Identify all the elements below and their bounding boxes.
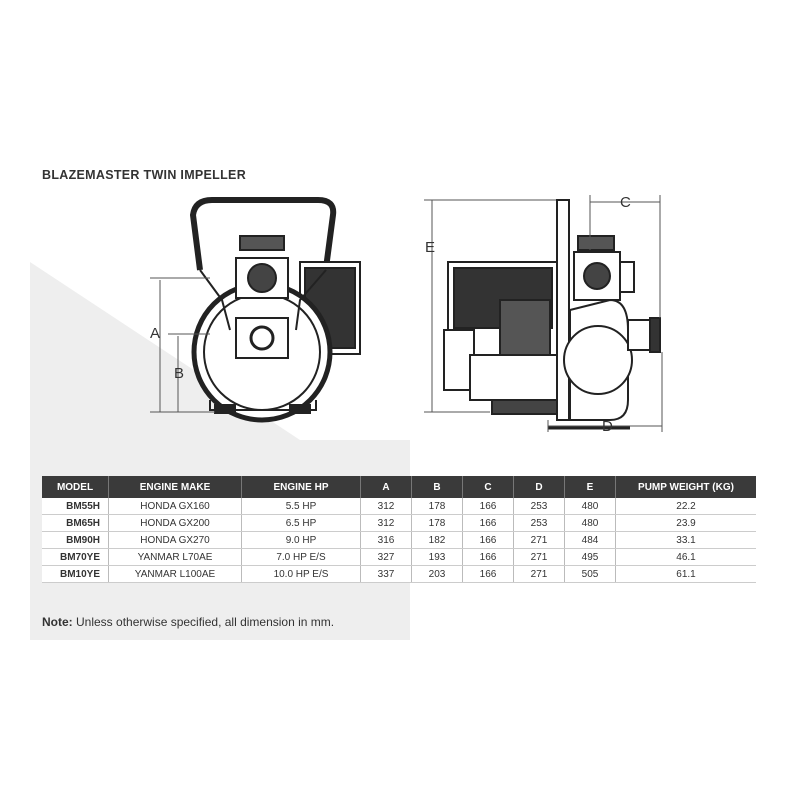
cell-c: 166 — [463, 549, 514, 566]
col-c: C — [463, 476, 514, 498]
cell-weight: 61.1 — [616, 566, 757, 583]
cell-c: 166 — [463, 532, 514, 549]
cell-c: 166 — [463, 515, 514, 532]
cell-d: 271 — [514, 549, 565, 566]
table-row — [42, 515, 756, 532]
cell-model: BM70YE — [42, 549, 109, 566]
note-label: Note: — [42, 615, 73, 629]
table-row — [42, 532, 756, 549]
side-view-drawing — [444, 200, 660, 428]
cell-a: 312 — [361, 515, 412, 532]
cell-c: 166 — [463, 566, 514, 583]
cell-engine-make: HONDA GX160 — [109, 498, 242, 515]
cell-engine-hp: 6.5 HP — [242, 515, 361, 532]
col-d: D — [514, 476, 565, 498]
cell-e: 480 — [565, 515, 616, 532]
cell-weight: 22.2 — [616, 498, 757, 515]
cell-engine-hp: 5.5 HP — [242, 498, 361, 515]
footnote — [42, 615, 334, 629]
cell-weight: 46.1 — [616, 549, 757, 566]
cell-engine-make: YANMAR L100AE — [109, 566, 242, 583]
cell-a: 312 — [361, 498, 412, 515]
cell-engine-make: YANMAR L70AE — [109, 549, 242, 566]
col-engine-make: ENGINE MAKE — [109, 476, 242, 498]
col-pump-weight: PUMP WEIGHT (KG) — [616, 476, 757, 498]
cell-a: 337 — [361, 566, 412, 583]
cell-engine-hp: 10.0 HP E/S — [242, 566, 361, 583]
cell-b: 182 — [412, 532, 463, 549]
cell-b: 178 — [412, 498, 463, 515]
cell-engine-hp: 9.0 HP — [242, 532, 361, 549]
col-b: B — [412, 476, 463, 498]
cell-d: 253 — [514, 498, 565, 515]
cell-d: 253 — [514, 515, 565, 532]
table-row — [42, 549, 756, 566]
col-a: A — [361, 476, 412, 498]
note-text: Unless otherwise specified, all dimension in mm. — [72, 615, 335, 629]
table-header-row — [42, 476, 756, 498]
spec-table — [42, 476, 756, 583]
cell-b: 178 — [412, 515, 463, 532]
cell-weight: 33.1 — [616, 532, 757, 549]
cell-e: 505 — [565, 566, 616, 583]
cell-e: 480 — [565, 498, 616, 515]
cell-engine-make: HONDA GX270 — [109, 532, 242, 549]
table-row — [42, 498, 756, 515]
cell-model: BM65H — [42, 515, 109, 532]
cell-d: 271 — [514, 532, 565, 549]
cell-e: 484 — [565, 532, 616, 549]
cell-engine-make: HONDA GX200 — [109, 515, 242, 532]
dim-label-e: E — [425, 239, 436, 256]
cell-c: 166 — [463, 498, 514, 515]
cell-a: 327 — [361, 549, 412, 566]
dim-label-c: C — [620, 194, 631, 211]
dim-label-a: A — [150, 325, 161, 342]
col-e: E — [565, 476, 616, 498]
cell-e: 495 — [565, 549, 616, 566]
table-row — [42, 566, 756, 583]
cell-model: BM90H — [42, 532, 109, 549]
dim-label-d: D — [602, 418, 613, 435]
cell-b: 203 — [412, 566, 463, 583]
cell-a: 316 — [361, 532, 412, 549]
page-title: BLAZEMASTER TWIN IMPELLER — [42, 168, 247, 182]
dim-label-b: B — [174, 365, 185, 382]
col-engine-hp: ENGINE HP — [242, 476, 361, 498]
front-view-drawing — [193, 200, 360, 420]
cell-b: 193 — [412, 549, 463, 566]
cell-engine-hp: 7.0 HP E/S — [242, 549, 361, 566]
cell-weight: 23.9 — [616, 515, 757, 532]
cell-model: BM55H — [42, 498, 109, 515]
col-model: MODEL — [42, 476, 109, 498]
cell-d: 271 — [514, 566, 565, 583]
cell-model: BM10YE — [42, 566, 109, 583]
